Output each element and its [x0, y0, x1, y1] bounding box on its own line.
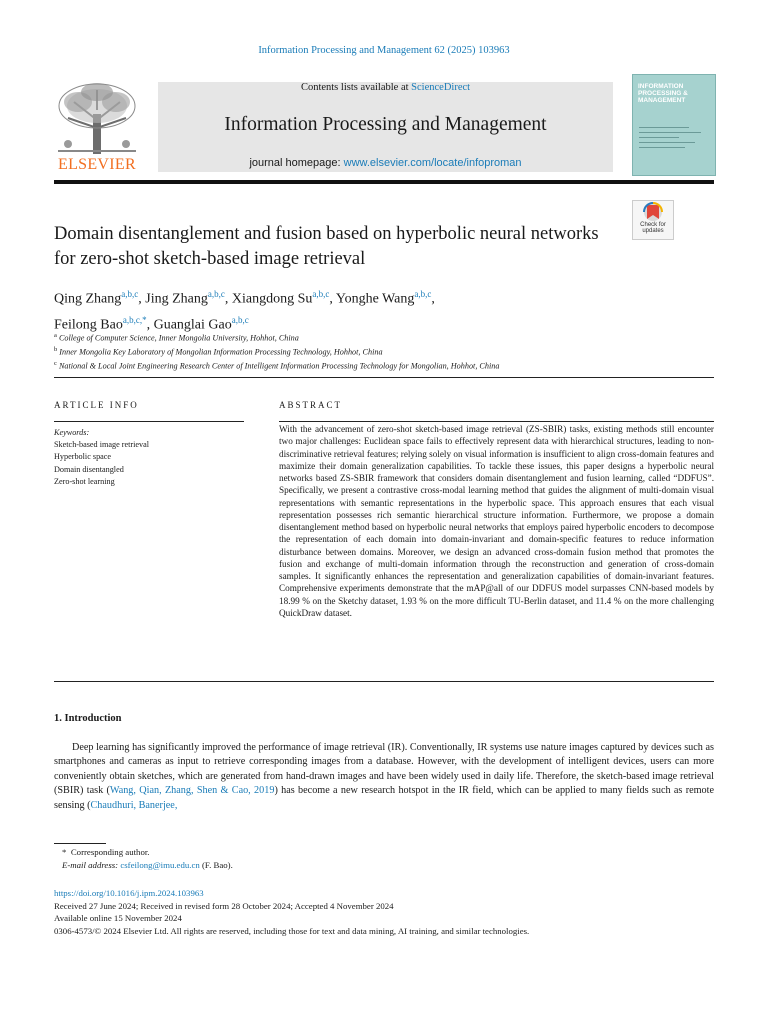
affiliation-text: Inner Mongolia Key Laboratory of Mongolian Information Processing Technology, Hohhot, China	[59, 347, 383, 357]
author-name: Guanglai Gao	[153, 317, 232, 333]
keyword: Hyperbolic space	[54, 452, 112, 462]
author-separator: ,	[224, 291, 232, 307]
contents-line	[158, 82, 613, 94]
author-affiliation-marker[interactable]: a,b,c	[231, 314, 249, 325]
homepage-link[interactable]: www.elsevier.com/locate/infoproman	[343, 157, 522, 169]
intro-text: Deep learning has significantly improved the performance of image retrieval (IR). Conventionally, IR systems use nature images captured by devices such as smartphones and cameras as input to retrieve corresponding images from a database. However, with the development of intelligent devices, users can more conveniently obtain sketches, which are generated from hand-drawn images and have been widely used in daily life. Therefore, the sketch-based image retrieval (SBIR) task (	[54, 742, 714, 797]
author-affiliation-marker[interactable]: a,b,c	[207, 289, 225, 299]
publisher-name: ELSEVIER	[58, 156, 136, 173]
citation-link[interactable]: Chaudhuri, Banerjee,	[90, 799, 178, 811]
cover-text-line	[639, 127, 689, 128]
author-separator: ,	[329, 291, 336, 307]
affiliation	[54, 344, 714, 358]
cover-text-line	[639, 132, 701, 133]
author-separator: ,	[138, 291, 146, 307]
abstract-heading: ABSTRACT	[279, 400, 343, 410]
contents-prefix: Contents lists available at	[300, 82, 412, 93]
abstract-text: With the advancement of zero-shot sketch-based image retrieval (ZS-SBIR) tasks, existing methods still encounter two major challenges: Euclidean space fails to effectively represent data with hierarchical structures, leading to non-discriminative retrieval features; relying solely on visual information is insufficient to align cross-domain features and maximize their domain generalization capabilities. To tackle these issues, this paper designs a hyperbolic neural networks based ZS-SBIR framework that considers domain disentanglement and fusion learning, called “DDFUS”. Specifically, we present a contrastive cross-modal learning method that guides the alignment of multi-domain visual representations with semantic representations in the hyperbolic space. This approach ensures that each visual representation possesses rich semantic hierarchical structure information. Furthermore, we propose a domain disentanglement method based on hyperbolic neural networks that employs paired hyperbolic encoders to decompose the representation of each domain into domain-invariant and domain-specific features to reduce information disturbance between domains. Moreover, we design an advanced cross-domain fusion method that promotes the fusion and exchange of multi-domain information through the reconstruction and generation of cross-domain samples. It significantly enhances the representation and generalization capabilities of domain-invariant features. Comprehensive experiments demonstrate that the mAP@all of our DDFUS model surpasses CNN-based models by 18.99 % on the Sketchy dataset, 1.93 % on the more difficult TU-Berlin dataset, and 11.4 % on the more challenging QuickDraw dataset.	[279, 424, 714, 618]
keywords-label: Keywords:	[54, 428, 90, 437]
affiliation-list	[54, 330, 714, 373]
author-affiliation-marker[interactable]: a,b,c,*	[122, 314, 147, 325]
footnote-divider	[54, 843, 106, 844]
citation-link[interactable]: Wang, Qian, Zhang, Shen & Cao, 2019	[109, 785, 275, 797]
journal-homepage-line	[158, 157, 613, 169]
available-online: Available online 15 November 2024	[54, 913, 182, 923]
author-affiliation-marker[interactable]: a,b,c	[414, 289, 432, 299]
email-label: E-mail address:	[62, 859, 119, 870]
keyword: Zero-shot learning	[54, 476, 115, 486]
corresponding-author-text: Corresponding author.	[70, 847, 150, 857]
journal-cover-image[interactable]	[632, 74, 716, 176]
author-list	[54, 284, 714, 335]
cover-text-line	[639, 137, 679, 138]
sciencedirect-link[interactable]: ScienceDirect	[411, 82, 471, 93]
cover-title: INFORMATION PROCESSING & MANAGEMENT	[638, 83, 688, 104]
affiliation-key: a	[54, 332, 57, 339]
copyright: 0306-4573/© 2024 Elsevier Ltd. All rights are reserved, including those for text and data mining, AI training, and similar technologies.	[54, 925, 530, 936]
author-affiliation-marker[interactable]: a,b,c	[121, 289, 139, 299]
email-link[interactable]: csfeilong@imu.edu.cn	[120, 859, 200, 870]
introduction-paragraph	[54, 741, 714, 813]
author-separator: ,	[431, 291, 435, 307]
divider	[279, 421, 714, 422]
received-dates: Received 27 June 2024; Received in revised form 28 October 2024; Accepted 4 November 2024	[54, 900, 394, 911]
homepage-prefix: journal homepage:	[249, 157, 344, 169]
journal-title: Information Processing and Management	[224, 114, 547, 135]
keyword: Domain disentangled	[54, 464, 124, 474]
divider	[54, 681, 714, 682]
keywords-block	[54, 427, 254, 488]
author-name: Qing Zhang	[54, 291, 122, 307]
author-separator: ,	[146, 317, 154, 333]
journal-reference[interactable]: Information Processing and Management 62 (2025) 103963	[258, 45, 510, 56]
affiliation	[54, 358, 714, 372]
keyword: Sketch-based image retrieval	[54, 440, 150, 450]
divider	[54, 377, 714, 378]
author-name: Feilong Bao	[54, 317, 123, 333]
crossmark-icon	[633, 201, 673, 223]
publication-info	[54, 887, 734, 937]
divider	[54, 421, 244, 422]
section-heading-introduction: 1. Introduction	[54, 713, 122, 724]
header-divider	[54, 180, 714, 184]
affiliation-key: c	[54, 360, 57, 368]
affiliation-text: National & Local Joint Engineering Research Center of Intelligent Information Processing Technology for Mongolian, Hohhot, China	[58, 362, 500, 372]
author-name: Xiangdong Su	[231, 291, 313, 307]
intro-text: ) has become a new research hotspot in the IR field, which can be applied to many fields such as remote sensing (	[54, 785, 714, 811]
affiliation-key: b	[54, 346, 58, 354]
footnote	[62, 846, 702, 871]
cover-text-line	[639, 142, 695, 143]
check-for-updates-label: Check for updates	[640, 222, 666, 234]
cover-text-line	[639, 147, 685, 148]
author-name: Jing Zhang	[145, 291, 208, 307]
author-affiliation-marker[interactable]: a,b,c	[312, 289, 330, 299]
footnote-marker: *	[62, 847, 67, 857]
affiliation-text: College of Computer Science, Inner Mongolia University, Hohhot, China	[58, 333, 299, 343]
doi-link[interactable]: https://doi.org/10.1016/j.ipm.2024.103963	[54, 888, 204, 898]
article-info-heading: ARTICLE INFO	[54, 400, 139, 410]
email-line	[62, 859, 702, 872]
paper-title: Domain disentanglement and fusion based on hyperbolic neural networks for zero-shot sketch-based image retrieval	[54, 224, 599, 269]
affiliation	[54, 330, 714, 344]
email-owner: (F. Bao).	[201, 859, 233, 870]
corresponding-author-note	[62, 846, 702, 859]
check-for-updates-button[interactable]	[632, 200, 674, 240]
author-name: Yonghe Wang	[335, 291, 415, 307]
